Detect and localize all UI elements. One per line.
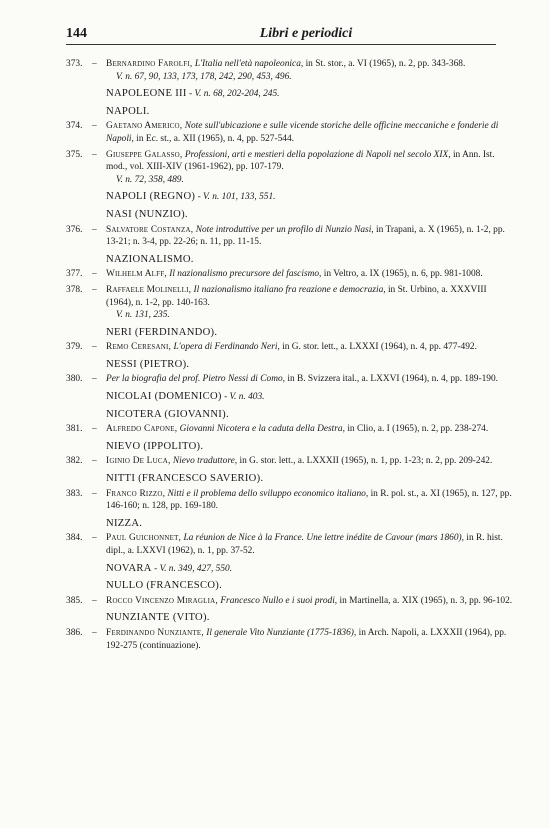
entry-title: Il nazionalismo precursore del fascismo, bbox=[169, 269, 322, 280]
entry-author: Franco Rizzo, bbox=[106, 488, 166, 499]
entry-author: Alfredo Capone, bbox=[106, 424, 178, 435]
entry-number: 383. bbox=[66, 488, 83, 499]
subject-heading bbox=[66, 518, 516, 531]
subject-heading bbox=[66, 327, 516, 340]
entry-author: Paul Guichonnet, bbox=[106, 533, 182, 544]
entry-title: Nievo traduttore, bbox=[172, 456, 238, 467]
subject-heading-text: NAZIONALISMO. bbox=[106, 253, 194, 265]
bibliography-entry bbox=[66, 488, 516, 513]
entry-author: Rocco Vincenzo Miraglia, bbox=[106, 595, 218, 606]
subject-heading bbox=[66, 191, 516, 204]
subject-cross-reference: - V. n. 403. bbox=[221, 392, 265, 403]
subject-heading-text: NITTI (FRANCESCO SAVERIO). bbox=[106, 473, 264, 485]
subject-heading bbox=[66, 209, 516, 222]
entry-author: Remo Ceresani, bbox=[106, 342, 172, 353]
subject-heading-text: NESSI (PIETRO). bbox=[106, 358, 190, 370]
subject-heading-text: NICOLAI (DOMENICO) bbox=[106, 391, 222, 403]
entry-number: 378. bbox=[66, 284, 83, 295]
entry-title: Note introduttive per un profilo di Nunzio Nasi, bbox=[195, 224, 374, 235]
header-rule bbox=[66, 44, 496, 45]
entry-dash: – bbox=[92, 456, 97, 467]
entry-publication: in Martinella, a. XIX (1965), n. 3, pp. 96-102. bbox=[337, 595, 513, 606]
page-number: 144 bbox=[66, 26, 87, 41]
entry-citation bbox=[106, 284, 516, 309]
entry-author: Bernardino Farolfi, bbox=[106, 59, 193, 69]
subject-heading-text: NERI (FERDINANDO). bbox=[106, 326, 218, 338]
entry-number: 380. bbox=[66, 374, 83, 385]
bibliography-entry bbox=[66, 120, 516, 145]
subject-cross-reference: - V. n. 349, 427, 550. bbox=[151, 563, 233, 574]
entry-citation bbox=[106, 595, 516, 608]
subject-heading-text: NASI (NUNZIO). bbox=[106, 208, 188, 220]
entry-number: 381. bbox=[66, 424, 83, 435]
entry-number: 377. bbox=[66, 269, 83, 280]
subject-heading bbox=[66, 88, 516, 101]
subject-heading bbox=[66, 359, 516, 372]
subject-heading-text: NAPOLEONE III bbox=[106, 88, 187, 100]
entry-title: Il generale Vito Nunziante (1775-1836), bbox=[206, 627, 357, 638]
page-header bbox=[66, 22, 496, 46]
entry-dash: – bbox=[92, 424, 97, 435]
subject-heading-text: NIEVO (IPPOLITO). bbox=[106, 440, 204, 452]
entry-title: Nitti e il problema dello sviluppo economico italiano, bbox=[167, 488, 369, 499]
entry-publication: in Ann. Ist. mod., vol. XIII-XIV (1961-1962), pp. 107-179. bbox=[106, 149, 495, 173]
bibliography-entry bbox=[66, 268, 516, 281]
entry-publication: in Arch. Napoli, a. LXXXII (1964), pp. 192-275 (continuazione). bbox=[106, 627, 507, 651]
bibliography-entry bbox=[66, 341, 516, 354]
entry-cross-reference: V. n. 72, 358, 489. bbox=[116, 174, 184, 185]
bibliography-entry bbox=[66, 284, 516, 322]
entry-publication: in R. hist. dipl., a. LXXVI (1962), n. 1, pp. 37-52. bbox=[106, 533, 503, 556]
subject-heading bbox=[66, 106, 516, 119]
entry-citation bbox=[106, 58, 516, 71]
entry-publication: in Ec. st., a. XII (1965), n. 4, pp. 527-544. bbox=[133, 133, 295, 144]
entry-title: Giovanni Nicotera e la caduta della Destra, bbox=[179, 424, 345, 435]
subject-heading-text: NAPOLI. bbox=[106, 105, 150, 117]
entry-dash: – bbox=[92, 224, 97, 235]
bibliography-entry bbox=[66, 149, 516, 187]
subject-heading bbox=[66, 612, 516, 625]
subject-heading bbox=[66, 391, 516, 404]
entry-dash: – bbox=[92, 149, 97, 160]
bibliography-entry bbox=[66, 532, 516, 557]
entry-title: Per la biografia del prof. Pietro Nessi di Como, bbox=[106, 374, 285, 385]
entry-publication: in Clio, a. I (1965), n. 2, pp. 238-274. bbox=[344, 424, 489, 435]
entry-publication: in G. stor. lett., a. LXXXI (1964), n. 4, pp. 477-492. bbox=[279, 342, 477, 353]
entry-citation bbox=[106, 455, 516, 468]
entry-publication: in St. stor., a. VI (1965), n. 2, pp. 343-368. bbox=[303, 59, 466, 69]
entry-title: Professioni, arti e mestieri della popolazione di Napoli nel secolo XIX, bbox=[184, 149, 451, 160]
subject-heading bbox=[66, 254, 516, 267]
entry-title: L'Italia nell'età napoleonica, bbox=[194, 59, 304, 69]
entry-dash: – bbox=[92, 59, 97, 69]
entry-title: Note sull'ubicazione e sulle vicende storiche delle officine meccaniche e fonderie di Napoli, bbox=[106, 121, 499, 144]
subject-heading-text: NOVARA bbox=[106, 562, 152, 574]
entry-author: Salvatore Costanza, bbox=[106, 224, 194, 235]
entry-publication: in St. Urbino, a. XXXVIII (1964), n. 1-2, pp. 140-163. bbox=[106, 284, 487, 308]
bibliography-entry bbox=[66, 627, 516, 652]
entry-dash: – bbox=[92, 269, 97, 280]
subject-heading-text: NAPOLI (REGNO) bbox=[106, 191, 196, 203]
entry-number: 385. bbox=[66, 595, 83, 606]
entry-number: 373. bbox=[66, 59, 83, 69]
entry-citation bbox=[106, 423, 516, 436]
entry-dash: – bbox=[92, 342, 97, 353]
entry-author: Raffaele Molinelli, bbox=[106, 284, 192, 295]
entry-title: L'opera di Ferdinando Neri, bbox=[173, 342, 280, 353]
entry-number: 384. bbox=[66, 533, 83, 544]
entry-dash: – bbox=[92, 121, 97, 132]
entry-citation bbox=[106, 341, 516, 354]
entry-number: 379. bbox=[66, 342, 83, 353]
entry-author: Giuseppe Galasso, bbox=[106, 149, 183, 160]
subject-heading bbox=[66, 409, 516, 422]
entry-citation bbox=[106, 268, 516, 281]
entry-citation bbox=[106, 627, 516, 652]
entry-author: Gaetano Americo, bbox=[106, 121, 183, 132]
subject-heading-text: NUNZIANTE (VITO). bbox=[106, 612, 210, 624]
entry-publication: in G. stor. lett., a. LXXXII (1965), n. 1, pp. 1-23; n. 2, pp. 209-242. bbox=[237, 456, 493, 467]
bibliography-entry bbox=[66, 455, 516, 468]
entry-author: Iginio De Luca, bbox=[106, 456, 171, 467]
entry-publication: in R. pol. st., a. XI (1965), n. 127, pp. 146-160; n. 128, pp. 169-180. bbox=[106, 488, 512, 512]
subject-cross-reference: - V. n. 68, 202-204, 245. bbox=[186, 89, 280, 100]
entry-dash: – bbox=[92, 488, 97, 499]
entry-publication: in Veltro, a. IX (1965), n. 6, pp. 981-1008. bbox=[321, 269, 483, 280]
entry-dash: – bbox=[92, 533, 97, 544]
entry-citation bbox=[106, 149, 516, 174]
bibliography-entry bbox=[66, 58, 516, 83]
entry-author: Ferdinando Nunziante, bbox=[106, 627, 204, 638]
entry-number: 382. bbox=[66, 456, 83, 467]
entry-title: Francesco Nullo e i suoi prodi, bbox=[220, 595, 338, 606]
entry-citation bbox=[106, 373, 516, 386]
entry-title: Il nazionalismo italiano fra reazione e democrazia, bbox=[193, 284, 386, 295]
bibliography-list bbox=[66, 58, 516, 655]
entry-citation bbox=[106, 488, 516, 513]
subject-heading bbox=[66, 580, 516, 593]
running-title: Libri e periodici bbox=[259, 26, 353, 41]
entry-citation bbox=[106, 120, 516, 145]
entry-author: Wilhelm Alff, bbox=[106, 269, 167, 280]
entry-citation bbox=[106, 224, 516, 249]
entry-dash: – bbox=[92, 284, 97, 295]
entry-dash: – bbox=[92, 374, 97, 385]
bibliography-entry bbox=[66, 224, 516, 249]
bibliography-entry bbox=[66, 423, 516, 436]
entry-title: La réunion de Nice à la France. Une lettre inédite de Cavour (mars 1860), bbox=[183, 533, 465, 544]
bibliography-entry bbox=[66, 373, 516, 386]
entry-number: 386. bbox=[66, 627, 83, 638]
subject-heading bbox=[66, 473, 516, 486]
entry-publication: in Trapani, a. X (1965), n. 1-2, pp. 13-21; n. 3-4, pp. 22-26; n. 11, pp. 11-15. bbox=[106, 224, 505, 248]
subject-heading bbox=[66, 441, 516, 454]
subject-heading bbox=[66, 563, 516, 576]
entry-number: 374. bbox=[66, 121, 83, 132]
subject-heading-text: NICOTERA (GIOVANNI). bbox=[106, 408, 229, 420]
entry-dash: – bbox=[92, 627, 97, 638]
subject-heading-text: NULLO (FRANCESCO). bbox=[106, 580, 223, 592]
bibliography-entry bbox=[66, 595, 516, 608]
entry-cross-reference: V. n. 131, 235. bbox=[116, 310, 170, 321]
entry-citation bbox=[106, 532, 516, 557]
entry-number: 375. bbox=[66, 149, 83, 160]
subject-heading-text: NIZZA. bbox=[106, 517, 143, 529]
entry-dash: – bbox=[92, 595, 97, 606]
subject-cross-reference: - V. n. 101, 133, 551. bbox=[195, 192, 276, 203]
entry-publication: in B. Svizzera ital., a. LXXVI (1964), n. 4, pp. 189-190. bbox=[285, 374, 498, 385]
entry-number: 376. bbox=[66, 224, 83, 235]
entry-cross-reference: V. n. 67, 90, 133, 173, 178, 242, 290, 453, 496. bbox=[116, 71, 292, 82]
